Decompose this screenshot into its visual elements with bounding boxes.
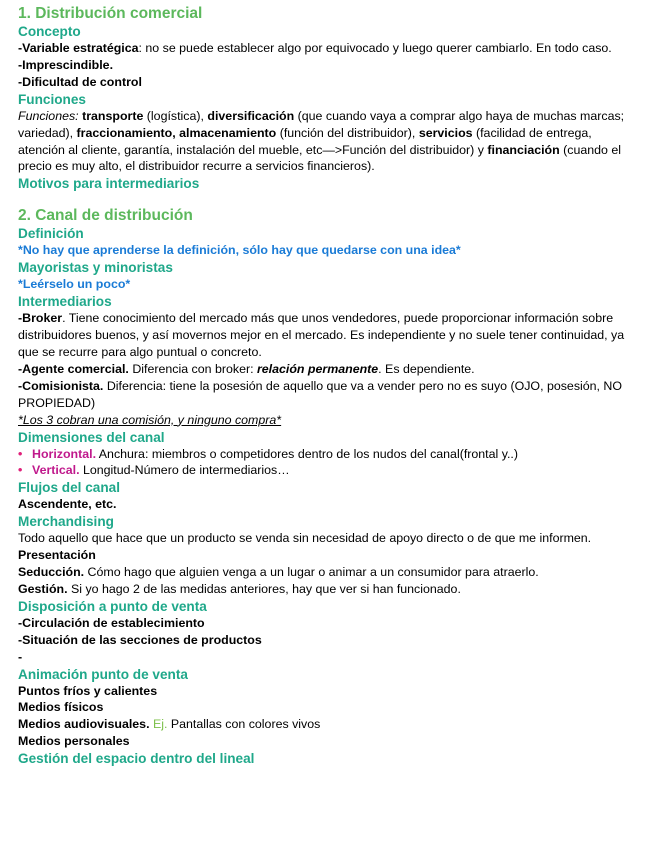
animacion-heading: Animación punto de venta bbox=[18, 666, 188, 682]
broker-text: . Tiene conocimiento del mercado más que unos vendedores, puede proporcionar información sobre distribuidores buenos, y así movernos mejor en el mercado. Es independiente y no suele tener continuidad, ya que se recurre para algo puntual o concreto. bbox=[18, 311, 625, 359]
animacion-line-2 bbox=[18, 699, 628, 716]
vertical-desc: Longitud-Número de intermediarios… bbox=[79, 463, 290, 478]
definicion-note: *No hay que aprenderse la definición, sólo hay que quedarse con una idea* bbox=[18, 243, 461, 258]
dash-placeholder: - bbox=[18, 649, 23, 664]
intermediarios-heading: Intermediarios bbox=[18, 294, 112, 310]
seduccion-line bbox=[18, 564, 628, 581]
situacion-term: -Situación de las secciones de productos bbox=[18, 632, 262, 647]
variable-estrategica-term: -Variable estratégica bbox=[18, 41, 139, 55]
medios-audiovisuales-term: Medios audiovisuales. bbox=[18, 717, 150, 732]
concepto-line-2 bbox=[18, 57, 628, 74]
funciones-label: Funciones: bbox=[18, 108, 79, 123]
agente-term: -Agente comercial. bbox=[18, 361, 129, 376]
funciones-text-2: (que cuando vaya a comprar algo haya de muchas marcas; variedad), bbox=[18, 108, 625, 140]
bullet-icon: • bbox=[18, 463, 23, 478]
disposicion-heading: Disposición a punto de venta bbox=[18, 598, 207, 614]
funciones-text-5: (cuando el precio es muy alto, el distribuidor recurre a servicios financieros). bbox=[18, 142, 621, 174]
presentacion-line bbox=[18, 547, 628, 564]
animacion-line-3 bbox=[18, 716, 628, 733]
flujos-heading: Flujos del canal bbox=[18, 480, 120, 496]
merchandising-heading: Merchandising bbox=[18, 514, 114, 530]
seduccion-term: Seducción. bbox=[18, 565, 85, 580]
intermediarios-note bbox=[18, 412, 628, 429]
disposicion-line-3 bbox=[18, 649, 628, 666]
bullet-icon: • bbox=[18, 446, 23, 461]
vertical-term: Vertical. bbox=[32, 463, 80, 478]
puntos-term: Puntos fríos y calientes bbox=[18, 683, 158, 698]
mayoristas-heading: Mayoristas y minoristas bbox=[18, 260, 173, 276]
motivos-heading: Motivos para intermediarios bbox=[18, 176, 200, 192]
disposicion-line-1 bbox=[18, 615, 628, 632]
comisionista-text: Diferencia: tiene la posesión de aquello que va a vender pero no es suyo (OJO, posesión, NO PROPIEDAD) bbox=[18, 378, 623, 410]
dimensiones-heading: Dimensiones del canal bbox=[18, 429, 165, 445]
seduccion-text: Cómo hago que alguien venga a un lugar o animar a un consumidor para atraerlo. bbox=[84, 565, 539, 580]
gestion-line bbox=[18, 581, 628, 598]
agente-text-1: Diferencia con broker: bbox=[128, 361, 257, 376]
agente-text-2: . Es dependiente. bbox=[378, 361, 475, 376]
section-1-title: 1. Distribución comercial bbox=[18, 5, 203, 22]
funciones-text-1: (logística), bbox=[143, 108, 208, 123]
term-diversificacion: diversificación bbox=[207, 108, 295, 123]
gestion-text: Si yo hago 2 de las medidas anteriores, hay que ver si han funcionado. bbox=[67, 581, 461, 596]
medios-fisicos-term: Medios físicos bbox=[18, 700, 104, 715]
imprescindible-term: -Imprescindible. bbox=[18, 57, 114, 72]
concepto-line-3 bbox=[18, 74, 628, 91]
funciones-text-4: (facilidad de entrega, atención al cliente, garantía, instalación del mueble, etc—>Función del distribuidor) y bbox=[18, 125, 592, 157]
concepto-line-1 bbox=[18, 40, 628, 57]
section-2-title: 2. Canal de distribución bbox=[18, 207, 193, 225]
funciones-text-3: (función del distribuidor), bbox=[276, 125, 419, 140]
relacion-permanente-term: relación permanente bbox=[256, 361, 379, 376]
gestion-espacio-heading: Gestión del espacio dentro del lineal bbox=[18, 751, 255, 767]
horizontal-term: Horizontal. bbox=[32, 446, 97, 461]
mayoristas-note: *Leérselo un poco* bbox=[18, 277, 131, 292]
comisionista-paragraph bbox=[18, 378, 628, 412]
term-financiacion: financiación bbox=[487, 142, 560, 157]
funciones-heading: Funciones bbox=[18, 91, 86, 107]
list-item-vertical bbox=[18, 462, 628, 479]
circulacion-term: -Circulación de establecimiento bbox=[18, 615, 205, 630]
vertical-text bbox=[32, 462, 290, 479]
dificultad-term: -Dificultad de control bbox=[18, 74, 142, 89]
animacion-line-4 bbox=[18, 733, 628, 750]
comisionista-term: -Comisionista. bbox=[18, 378, 104, 393]
medios-personales-term: Medios personales bbox=[18, 734, 130, 749]
horizontal-desc: Anchura: miembros o competidores dentro de los nudos del canal(frontal y..) bbox=[96, 446, 518, 461]
merchandising-intro: Todo aquello que hace que un producto se venda sin necesidad de apoyo directo o de que me informen. bbox=[18, 531, 592, 546]
funciones-paragraph bbox=[18, 108, 628, 176]
definicion-heading: Definición bbox=[18, 226, 84, 242]
term-servicios: servicios bbox=[418, 125, 473, 140]
broker-paragraph bbox=[18, 310, 628, 361]
gestion-term: Gestión. bbox=[18, 581, 68, 596]
term-fraccionamiento: fraccionamiento, almacenamiento bbox=[76, 125, 277, 140]
example-label: Ej. bbox=[149, 717, 168, 732]
list-item-horizontal bbox=[18, 446, 628, 463]
animacion-line-1 bbox=[18, 683, 628, 700]
audiovisuales-text: Pantallas con colores vivos bbox=[167, 717, 321, 732]
broker-term: -Broker bbox=[18, 311, 63, 326]
flujos-text: Ascendente, etc. bbox=[18, 497, 117, 512]
agente-paragraph bbox=[18, 361, 628, 378]
term-transporte: transporte bbox=[82, 108, 144, 123]
concepto-heading: Concepto bbox=[18, 24, 81, 39]
presentacion-term: Presentación bbox=[18, 548, 96, 563]
flujos-line bbox=[18, 496, 628, 513]
horizontal-text bbox=[32, 446, 518, 463]
concepto-line-1-text: : no se puede establecer algo por equivocado y luego querer cambiarlo. En todo caso. bbox=[138, 41, 612, 55]
intermediarios-note-text: *Los 3 cobran una comisión, y ninguno compra* bbox=[18, 412, 282, 427]
disposicion-line-2 bbox=[18, 632, 628, 649]
